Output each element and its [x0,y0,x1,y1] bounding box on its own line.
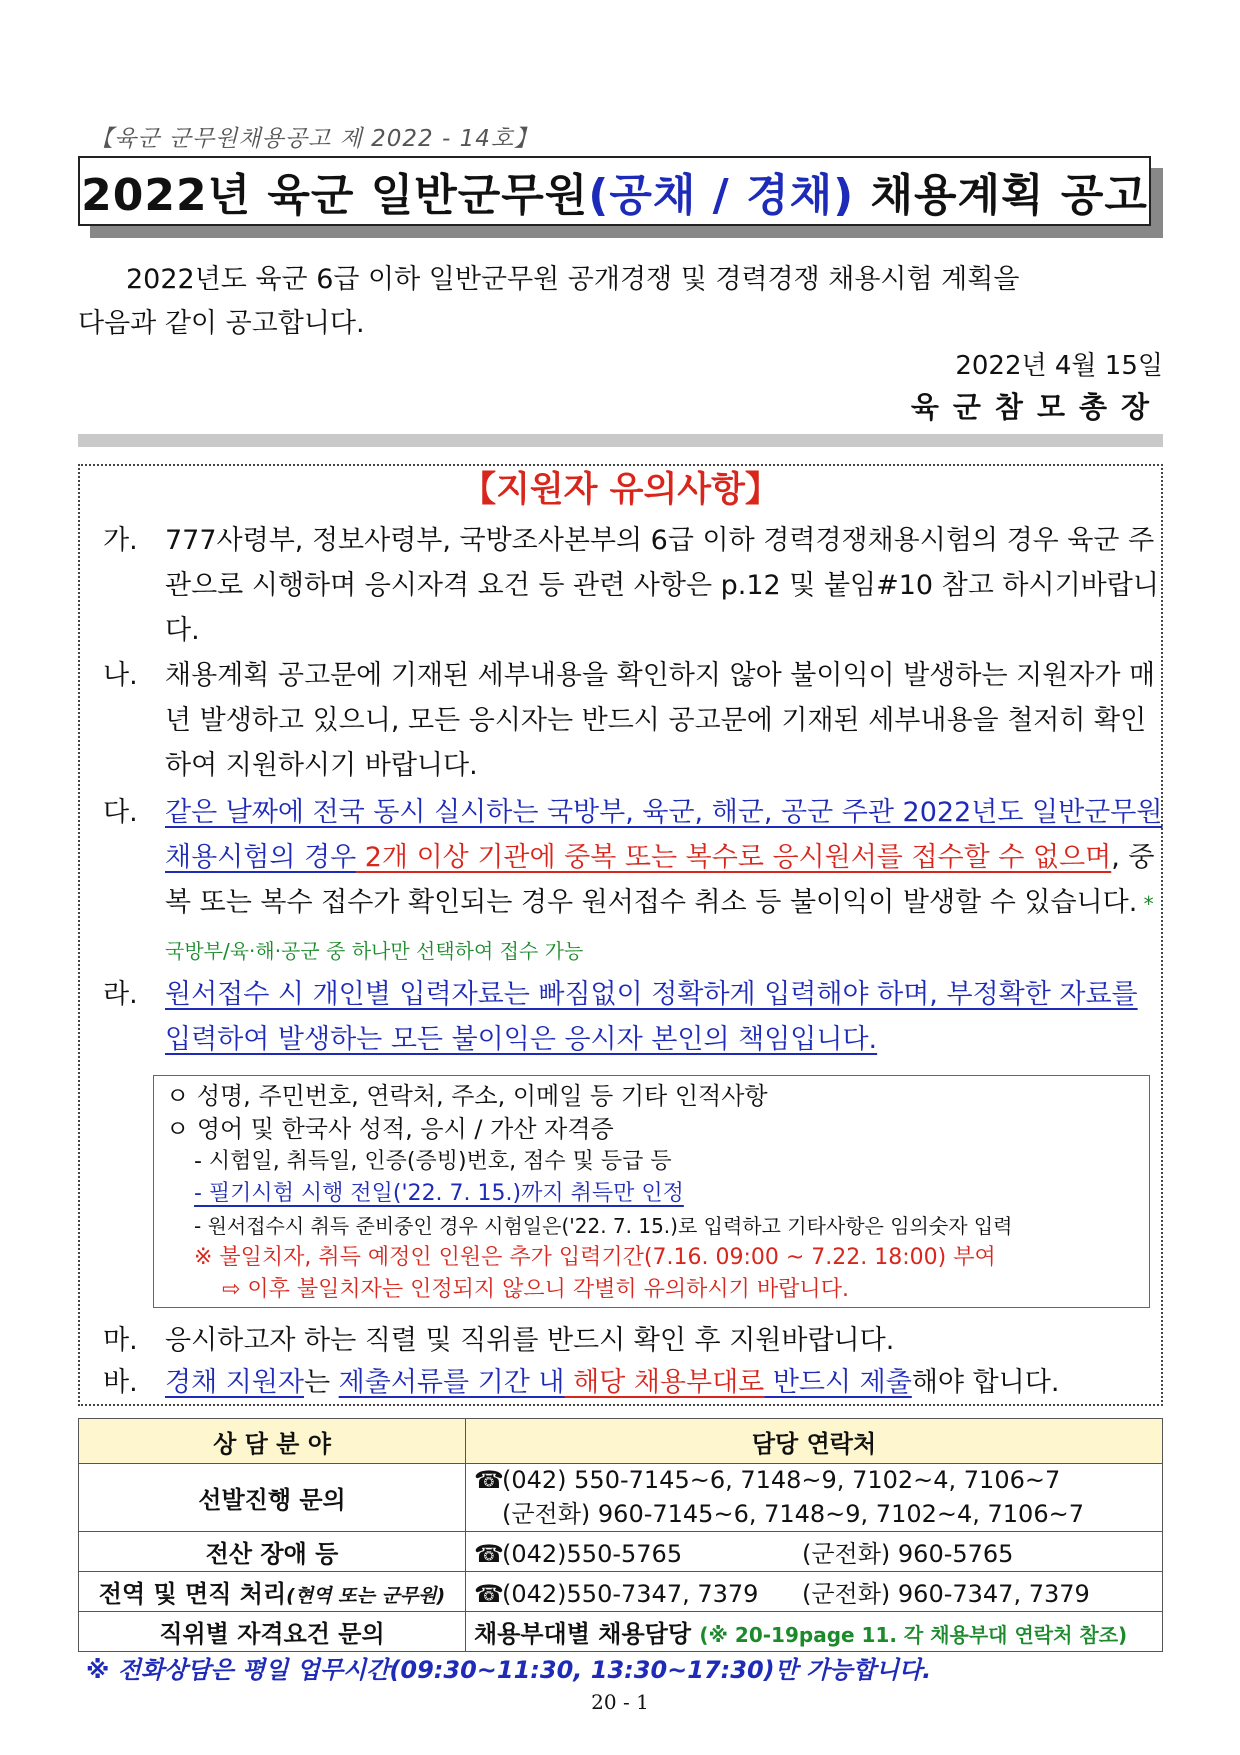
column-header-contact: 담당 연락처 [466,1419,1163,1464]
item-text: 채용계획 공고문에 기재된 세부내용을 확인하지 않아 불이익이 발생하는 지원자가 매년 발생하고 있으니, 모든 응시자는 반드시 공고문에 기재된 세부내용을 철저히 확인하여 지원하시기 바랍니다. [165,660,1156,781]
inner-red-2: ⇨ 이후 불일치자는 인정되지 않으니 각별히 유의하시기 바랍니다. [222,1277,849,1302]
row-value [466,1464,1163,1532]
phone-number[interactable]: (042) 550-7145~6, 7148~9, 7102~4, 7106~7 [502,1466,1061,1494]
da-red-text: 2개 이상 기관에 중복 또는 복수로 응시원서를 접수할 수 없으며 [356,842,1112,873]
row-label-main: 전역 및 면직 처리 [98,1580,287,1608]
item-mark: 바. [103,1367,138,1398]
military-phone[interactable]: (군전화) 960-5765 [802,1540,1014,1568]
da-rest-text: , 중복 또는 복수 접수가 확인되는 경우 원서접수 취소 등 불이익이 발생할 수 있습니다. [165,842,1155,918]
row-label: 전산 장애 등 [79,1532,466,1572]
column-header-field: 상 담 분 야 [79,1419,466,1464]
item-mark: 다. [103,797,138,828]
phone-number[interactable]: (042)550-5765 [502,1540,683,1568]
item-text: 원서접수 시 개인별 입력자료는 빠짐없이 정확하게 입력해야 하며, 부정확한 자료를 입력하여 발생하는 모든 불이익은 응시자 본인의 책임입니다. [165,979,1138,1055]
ba-text-1: 는 [304,1367,339,1398]
item-mark: 마. [103,1325,138,1356]
item-text: 777사령부, 정보사령부, 국방조사본부의 6급 이하 경력경쟁채용시험의 경우 육군 주관으로 시행하며 응시자격 요건 등 관련 사항은 p.12 및 붙임#10 참고 하시기바랍니다. [165,525,1159,646]
ba-blue-2: 제출서류를 기간 내 [338,1367,565,1398]
note-item-ga [103,518,1163,653]
inner-sub-3: - 원서접수시 취득 준비중인 경우 시험일은('22. 7. 15.)로 입력하고 기타사항은 임의숫자 입력 [194,1214,1013,1238]
note-item-ma [103,1318,1163,1363]
contact-table [78,1418,1163,1652]
intro-line-1: 2022년도 육군 6급 이하 일반군무원 공개경쟁 및 경력경쟁 채용시험 계획을 [126,264,1020,295]
phone-number[interactable]: (042)550-7347, 7379 [502,1580,759,1608]
item-text: 응시하고자 하는 직렬 및 직위를 반드시 확인 후 지원바랍니다. [165,1325,895,1356]
item-mark: 라. [103,979,138,1010]
row-label [79,1572,466,1612]
da-blue-text: 같은 날짜에 전국 동시 실시하는 국방부, 육군, 해군, 공군 주관 2022년도 일반군무원 채용시험의 경우 [165,797,1163,873]
note-item-ra [103,972,1163,1062]
inner-sub-1: - 시험일, 취득일, 인증(증빙)번호, 점수 및 등급 등 [194,1149,672,1174]
military-phone[interactable]: (군전화) 960-7347, 7379 [802,1580,1090,1608]
phone-icon: ☎ [474,1540,504,1568]
table-row [79,1532,1163,1572]
row-label: 선발진행 문의 [79,1464,466,1532]
intro-paragraph [78,258,1163,346]
ba-blue-1: 경채 지원자 [165,1367,304,1398]
ba-red: 해당 채용부대로 [564,1367,765,1398]
ba-blue-3: 반드시 제출 [764,1367,912,1398]
table-row [79,1464,1163,1532]
ba-text-2: 해야 합니다. [911,1367,1060,1398]
notice-number: 【육군 군무원채용공고 제 2022 - 14호】 [90,126,539,152]
item-mark: 나. [103,660,138,691]
contact-reference: (※ 20-19page 11. 각 채용부대 연락처 참조) [699,1623,1128,1647]
contact-text: 채용부대별 채용담당 [474,1620,692,1648]
inner-sub-2: - 필기시험 시행 전일('22. 7. 15.)까지 취득만 인정 [194,1181,684,1206]
item-text [165,790,1163,974]
phone-icon: ☎ [474,1466,504,1494]
note-item-da [103,790,1163,974]
inner-line-2: ㅇ 영어 및 한국사 성적, 응시 / 가산 자격증 [166,1115,614,1143]
item-mark: 가. [103,525,138,556]
page-title [78,156,1151,226]
signer: 육군참모총장 [910,390,1163,424]
separator-bar [78,434,1163,447]
military-phone[interactable]: (군전화) 960-7145~6, 7148~9, 7102~4, 7106~7 [502,1500,1084,1528]
row-label-small: (현역 또는 군무원) [286,1585,446,1607]
title-part-2: (공채 / 경채) [588,170,855,221]
table-row [79,1572,1163,1612]
footer-note: ※ 전화상담은 평일 업무시간(09:30~11:30, 13:30~17:30)만 가능합니다. [86,1656,932,1684]
intro-line-2: 다음과 같이 공고합니다. [78,308,365,339]
item-text [165,1360,1163,1405]
da-note: * 국방부/육·해·공군 중 하나만 선택하여 접수 가능 [165,892,1154,963]
table-row [79,1612,1163,1652]
page-number: 20 - 1 [591,1690,649,1714]
input-details-box [153,1075,1150,1308]
inner-red-1: ※ 불일치자, 취득 예정인 인원은 추가 입력기간(7.16. 09:00 ~ 7.22. 18:00) 부여 [194,1245,996,1270]
row-value [466,1612,1163,1652]
note-item-ba [103,1360,1163,1405]
note-item-na [103,653,1163,788]
title-part-1: 2022년 육군 일반군무원 [81,170,589,221]
row-value [466,1532,1163,1572]
notes-title: 【지원자 유의사항】 [461,470,780,510]
inner-line-1: ㅇ 성명, 주민번호, 연락처, 주소, 이메일 등 기타 인적사항 [166,1082,768,1110]
title-part-3: 채용계획 공고 [854,170,1148,221]
table-header-row [79,1419,1163,1464]
phone-icon: ☎ [474,1580,504,1608]
row-label: 직위별 자격요건 문의 [79,1612,466,1652]
row-value [466,1572,1163,1612]
announcement-date: 2022년 4월 15일 [955,351,1163,381]
